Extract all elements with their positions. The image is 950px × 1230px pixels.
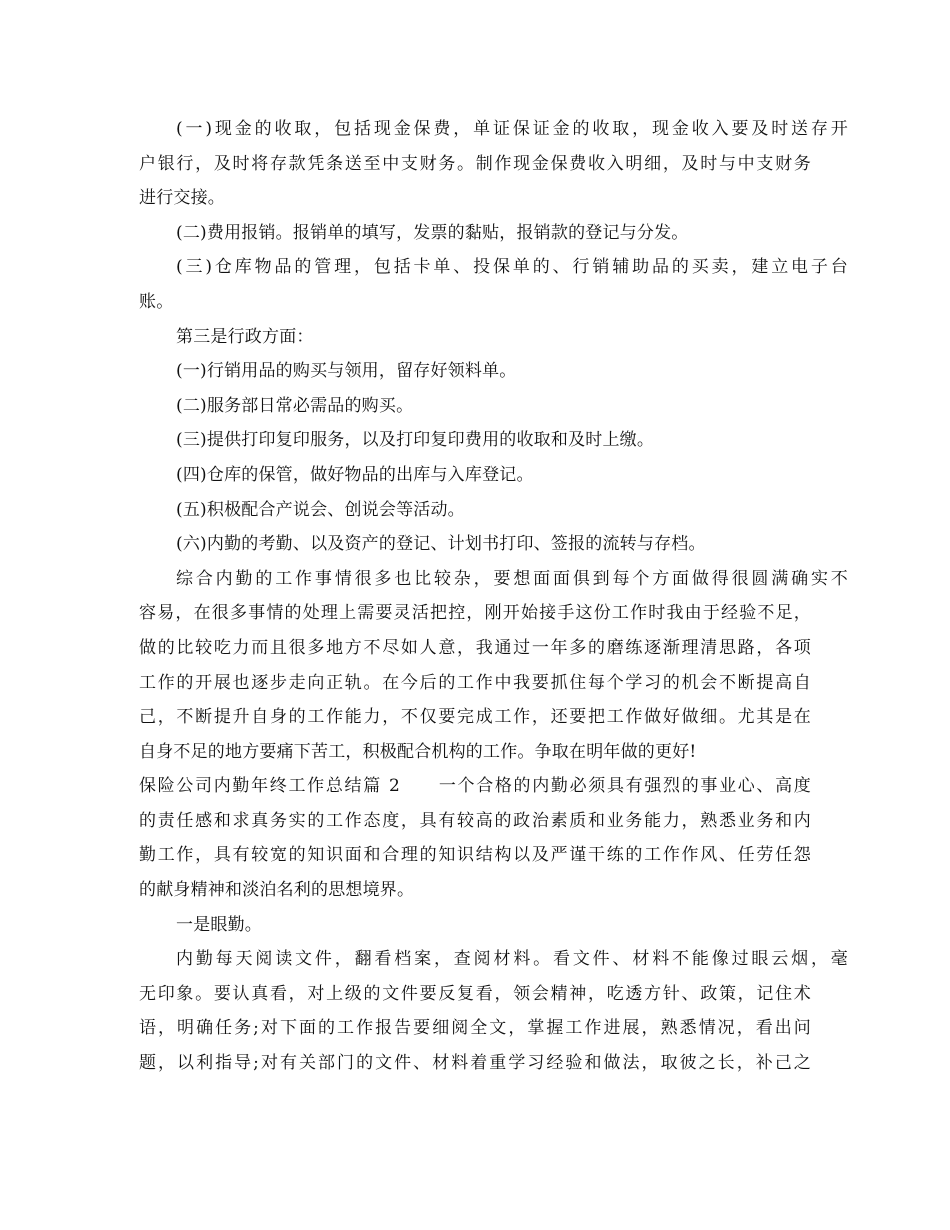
list-item: (二)服务部日常必需品的购买。: [176, 395, 414, 416]
paragraph-line: 无印象。要认真看，对上级的文件要反复看，领会精神，吃透方针、政策，记住术: [139, 983, 811, 1004]
article-title-line: 保险公司内勤年终工作总结篇 2 一个合格的内勤必须具有强烈的事业心、高度: [139, 776, 811, 797]
document-body: [139, 112, 848, 1081]
paragraph-line: 自身不足的地方要痛下苦工，积极配合机构的工作。争取在明年做的更好!: [139, 741, 697, 762]
paragraph-line: 语，明确任务;对下面的工作报告要细阅全文，掌握工作进展，熟悉情况，看出问: [139, 1018, 811, 1039]
paragraph-line: (二)费用报销。报销单的填写，发票的黏贴，报销款的登记与分发。: [176, 222, 689, 243]
paragraph-line: 综合内勤的工作事情很多也比较杂，要想面面俱到每个方面做得很圆满确实不: [176, 568, 848, 589]
paragraph-line: 进行交接。: [139, 188, 225, 209]
paragraph-line: (一)现金的收取，包括现金保费，单证保证金的收取，现金收入要及时送存开: [176, 119, 848, 139]
paragraph-line: 的献身精神和淡泊名利的思想境界。: [139, 880, 415, 901]
list-item: (一)行销用品的购买与领用，留存好领料单。: [176, 361, 517, 382]
paragraph-line: 的责任感和求真务实的工作态度，具有较高的政治素质和业务能力，熟悉业务和内: [139, 810, 811, 831]
paragraph-line: 内勤每天阅读文件，翻看档案，查阅材料。看文件、材料不能像过眼云烟，毫: [176, 949, 848, 970]
section-heading: 一是眼勤。: [176, 914, 262, 935]
list-item: (三)提供打印复印服务，以及打印复印费用的收取和及时上缴。: [176, 430, 655, 451]
list-item: (六)内勤的考勤、以及资产的登记、计划书打印、签报的流转与存档。: [176, 534, 706, 555]
paragraph-line: 做的比较吃力而且很多地方不尽如人意，我通过一年多的磨练逐渐理清思路，各项: [139, 637, 811, 658]
section-heading: 第三是行政方面：: [176, 326, 314, 347]
paragraph-line: 己，不断提升自身的工作能力，不仅要完成工作，还要把工作做好做细。尤其是在: [139, 707, 811, 728]
list-item: (四)仓库的保管，做好物品的出库与入库登记。: [176, 464, 534, 485]
paragraph-line: 容易，在很多事情的处理上需要灵活把控，刚开始接手这份工作时我由于经验不足，: [139, 603, 811, 624]
paragraph-line: (三)仓库物品的管理，包括卡单、投保单的、行销辅助品的买卖，建立电子台: [176, 257, 848, 278]
paragraph-line: 账。: [139, 291, 174, 312]
paragraph-line: 工作的开展也逐步走向正轨。在今后的工作中我要抓住每个学习的机会不断提高自: [139, 672, 811, 693]
paragraph-line: 户银行，及时将存款凭条送至中支财务。制作现金保费收入明细，及时与中支财务: [139, 153, 811, 174]
list-item: (五)积极配合产说会、创说会等活动。: [176, 499, 465, 520]
paragraph-line: 题，以利指导;对有关部门的文件、材料着重学习经验和做法，取彼之长，补己之: [139, 1053, 811, 1074]
paragraph-line: 勤工作，具有较宽的知识面和合理的知识结构以及严谨干练的工作作风、任劳任怨: [139, 845, 811, 866]
